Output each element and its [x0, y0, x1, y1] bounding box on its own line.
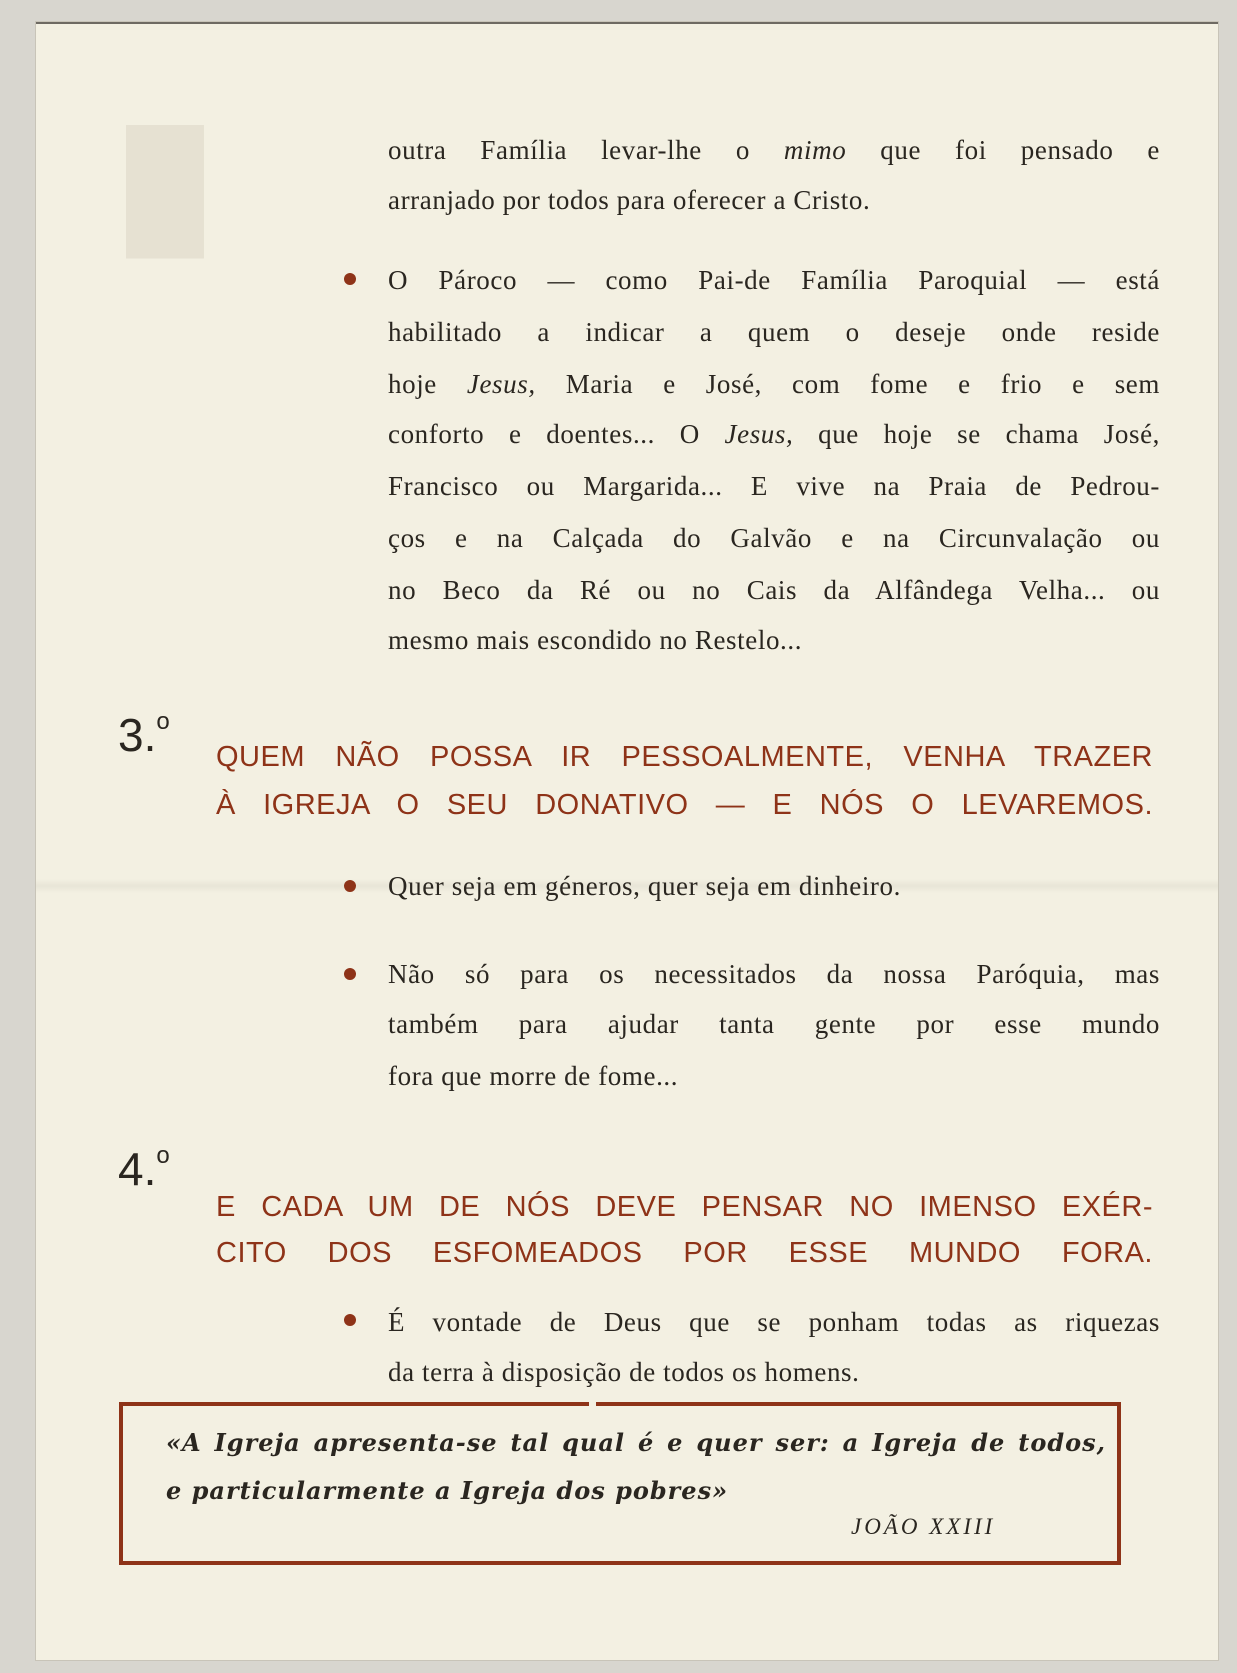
section-number: 4.$^o$: [118, 1141, 170, 1195]
paragraph-line: mesmo mais escondido no Restelo...: [388, 625, 803, 655]
bleed-through-shape: █: [126, 126, 204, 249]
section-heading-line: QUEM NÃO POSSA IR PESSOALMENTE, VENHA TRAZER: [216, 741, 1153, 773]
quote-line: e particularmente a Igreja dos pobres»: [166, 1476, 729, 1505]
paragraph-line: É vontade de Deus que se ponham todas as riquezas: [388, 1307, 1160, 1337]
paragraph-line: outra Família levar-lhe o mimo que foi pensado e: [388, 135, 1160, 165]
document-page: [36, 22, 1218, 1660]
paragraph-line: Francisco ou Margarida... E vive na Praia de Pedrou-: [388, 471, 1160, 501]
paragraph-line: O Pároco — como Pai-de Família Paroquial — está: [388, 265, 1160, 295]
paragraph-line: da terra à disposição de todos os homens.: [388, 1357, 860, 1387]
bullet-icon: [344, 880, 356, 892]
section-heading-line: À IGREJA O SEU DONATIVO — E NÓS O LEVAREMOS.: [216, 789, 1153, 821]
quote-line: «A Igreja apresenta-se tal qual é e quer ser: a Igreja de todos,: [166, 1428, 1106, 1457]
paragraph-line: arranjado por todos para oferecer a Cristo.: [388, 185, 871, 215]
section-number: 3.$^o$: [118, 707, 170, 761]
paragraph-line: conforto e doentes... O Jesus, que hoje se chama José,: [388, 419, 1161, 449]
paragraph-line: habilitado a indicar a quem o deseje onde reside: [388, 317, 1160, 347]
paragraph-line: no Beco da Ré ou no Cais da Alfândega Velha... ou: [388, 575, 1160, 605]
bullet-icon: [344, 273, 356, 285]
paragraph-line: hoje Jesus, Maria e José, com fome e frio e sem: [388, 369, 1160, 399]
section-heading-line: CITO DOS ESFOMEADOS POR ESSE MUNDO FORA.: [216, 1237, 1153, 1269]
paragraph-line: ços e na Calçada do Galvão e na Circunvalação ou: [388, 523, 1160, 553]
paragraph-line: também para ajudar tanta gente por esse mundo: [388, 1009, 1160, 1039]
bullet-icon: [344, 1314, 356, 1326]
paragraph-line: fora que morre de fome...: [388, 1061, 679, 1091]
paragraph-line: Quer seja em géneros, quer seja em dinheiro.: [388, 871, 901, 901]
bullet-icon: [344, 968, 356, 980]
section-heading-line: E CADA UM DE NÓS DEVE PENSAR NO IMENSO EXÉR-: [216, 1191, 1153, 1223]
quote-author: JOÃO XXIII: [851, 1514, 996, 1539]
paragraph-line: Não só para os necessitados da nossa Paróquia, mas: [388, 959, 1160, 989]
